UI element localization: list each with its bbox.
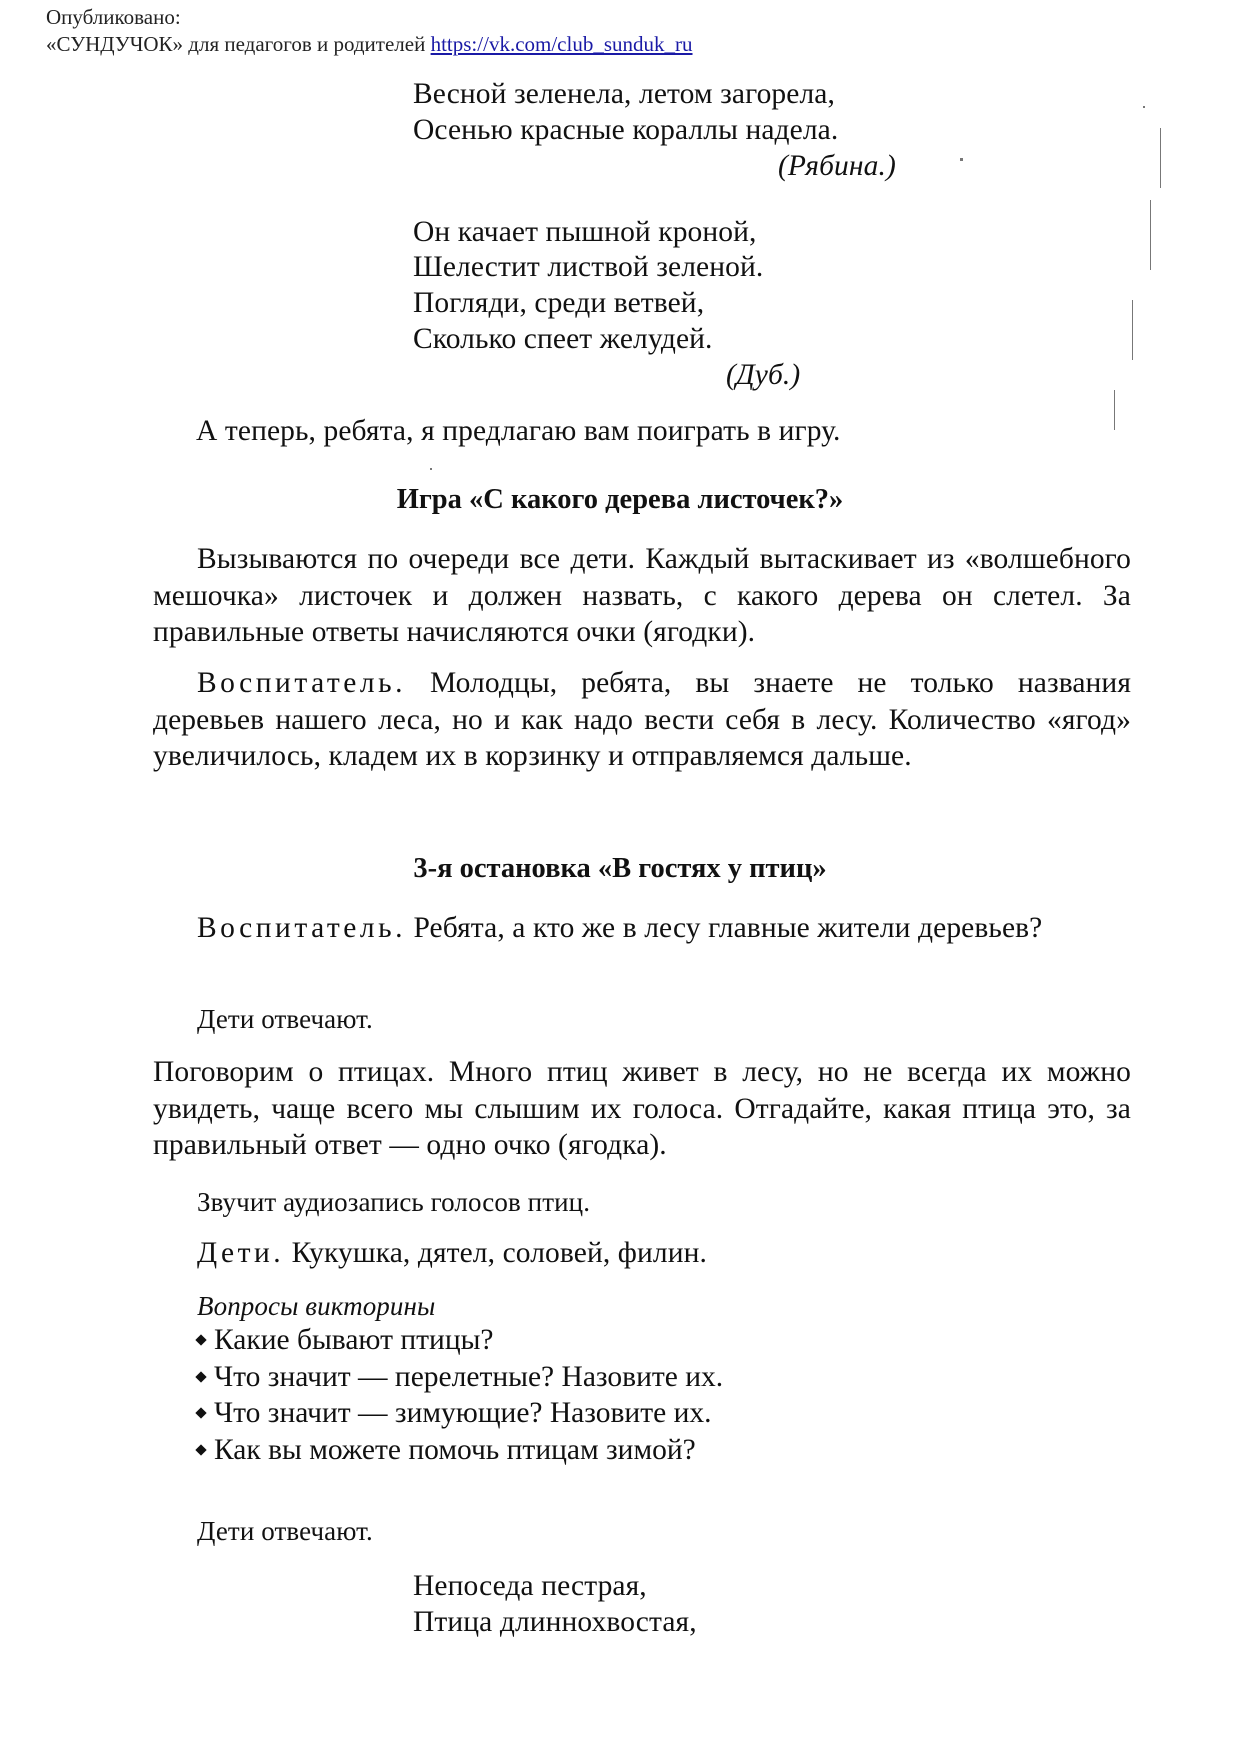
publication-header (46, 4, 693, 58)
audio-note: Звучит аудиозапись голосов птиц. (197, 1187, 591, 1217)
riddle2-line-4: Сколько спеет желудей. (413, 323, 713, 355)
children-reply (197, 1237, 707, 1270)
speaker-teacher: Воспитатель. (197, 912, 406, 944)
game-intro-text: А теперь, ребята, я предлагаю вам поиграть в игру. (196, 415, 841, 447)
riddle2-answer: (Дуб.) (726, 359, 801, 391)
riddle1-answer: (Рябина.) (778, 150, 896, 182)
birds-paragraph: Поговорим о птицах. Много птиц живет в лесу, но не всегда их можно увидеть, чаще всего мы слышим их голоса. Отгадайте, какая птица это, за правильный ответ — одно очко (ягодка). (153, 1056, 1131, 1161)
quiz-title: Вопросы викторины (197, 1291, 436, 1321)
quiz-question-list (197, 1322, 723, 1468)
bullet-diamond-icon (195, 1407, 206, 1418)
teacher-remark-1 (153, 665, 1131, 775)
quiz-question: Что значит — зимующие? Назовите их. (197, 1395, 723, 1432)
children-answer-2: Дети отвечают. (197, 1516, 373, 1546)
quiz-question: Какие бывают птицы? (197, 1322, 723, 1359)
riddle3-line-1: Непоседа пестрая, (413, 1570, 647, 1602)
bullet-diamond-icon (195, 1444, 206, 1455)
bullet-diamond-icon (195, 1371, 206, 1382)
stop3-heading: 3-я остановка «В гостях у птиц» (413, 853, 827, 884)
riddle3-line-2: Птица длиннохвостая, (413, 1606, 697, 1638)
riddle2-line-2: Шелестит листвой зеленой. (413, 251, 764, 283)
riddle1-line-1: Весной зеленела, летом загорела, (413, 78, 835, 110)
quiz-question: Что значит — перелетные? Назовите их. (197, 1359, 723, 1396)
riddle1-line-2: Осенью красные кораллы надела. (413, 114, 839, 146)
published-label: Опубликовано: (46, 5, 181, 29)
children-reply-text: Кукушка, дятел, соловей, филин. (291, 1237, 707, 1269)
teacher-remark-2-text: Ребята, а кто же в лесу главные жители деревьев? (413, 912, 1043, 944)
speaker-teacher: Воспитатель. (197, 667, 406, 699)
quiz-question: Как вы можете помочь птицам зимой? (197, 1432, 723, 1469)
teacher-remark-1-text: Молодцы, ребята, вы знаете не только названия деревьев нашего леса, но и как надо вести себя в лесу. Количество «ягод» увеличилось, кладем их в корзинку и отправляемся дальше. (153, 667, 1131, 772)
game-heading: Игра «С какого дерева листочек?» (396, 484, 844, 515)
children-answer-1: Дети отвечают. (197, 1004, 373, 1034)
riddle2-line-1: Он качает пышной кроной, (413, 216, 757, 248)
speaker-children: Дети. (197, 1237, 285, 1269)
vk-group-link[interactable]: https://vk.com/club_sunduk_ru (430, 32, 693, 56)
teacher-remark-2 (153, 910, 1131, 947)
game-paragraph: Вызываются по очереди все дети. Каждый вытаскивает из «волшебного мешочка» листочек и должен назвать, с какого дерева он слетел. За правильные ответы начисляются очки (ягодки). (153, 543, 1131, 648)
riddle2-line-3: Погляди, среди ветвей, (413, 287, 705, 319)
bullet-diamond-icon (195, 1334, 206, 1345)
publisher-name: «СУНДУЧОК» для педагогов и родителей (46, 32, 426, 56)
publisher-line (46, 31, 693, 58)
